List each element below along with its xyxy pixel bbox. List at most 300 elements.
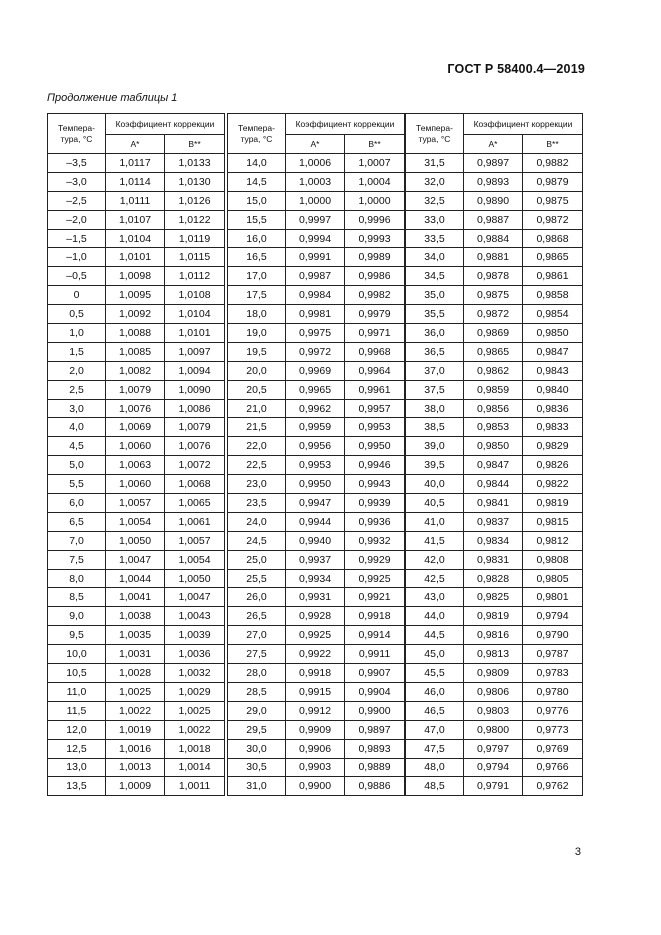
coef-a-cell: 0,9862 <box>464 361 523 380</box>
temperature-cell: 35,0 <box>406 286 464 305</box>
table-row <box>228 701 405 720</box>
temperature-cell: 48,0 <box>406 758 464 777</box>
temperature-cell: 42,0 <box>406 550 464 569</box>
coef-b-cell: 1,0108 <box>165 286 225 305</box>
coef-a-cell: 0,9922 <box>286 645 345 664</box>
coef-a-cell: 0,9975 <box>286 324 345 343</box>
coef-a-cell: 0,9984 <box>286 286 345 305</box>
coef-a-cell: 0,9847 <box>464 456 523 475</box>
temperature-cell: 25,0 <box>228 550 286 569</box>
coef-a-cell: 1,0098 <box>106 267 165 286</box>
coef-a-cell: 0,9875 <box>464 286 523 305</box>
coef-a-cell: 0,9956 <box>286 437 345 456</box>
coef-b-cell: 0,9773 <box>523 720 583 739</box>
coef-b-cell: 0,9766 <box>523 758 583 777</box>
temperature-cell: 26,5 <box>228 607 286 626</box>
coef-a-cell: 0,9915 <box>286 682 345 701</box>
coef-a-cell: 1,0047 <box>106 550 165 569</box>
coef-b-cell: 1,0097 <box>165 342 225 361</box>
temperature-cell: 45,5 <box>406 664 464 683</box>
coef-b-cell: 0,9993 <box>345 229 405 248</box>
coef-a-cell: 0,9994 <box>286 229 345 248</box>
coef-a-cell: 1,0092 <box>106 305 165 324</box>
coef-a-cell: 1,0104 <box>106 229 165 248</box>
table-row <box>228 758 405 777</box>
coef-a-cell: 1,0063 <box>106 456 165 475</box>
temperature-cell: 21,0 <box>228 399 286 418</box>
table-row <box>406 210 583 229</box>
correction-header: Коэффициент коррекции <box>464 114 583 135</box>
table-row <box>406 172 583 191</box>
coef-b-cell: 0,9989 <box>345 248 405 267</box>
temperature-cell: 17,5 <box>228 286 286 305</box>
coef-a-cell: 0,9940 <box>286 531 345 550</box>
table-row <box>406 305 583 324</box>
coef-b-cell: 1,0126 <box>165 191 225 210</box>
table-row <box>406 701 583 720</box>
table-row <box>228 475 405 494</box>
coef-a-cell: 1,0079 <box>106 380 165 399</box>
temperature-cell: 32,5 <box>406 191 464 210</box>
coef-b-cell: 0,9861 <box>523 267 583 286</box>
coef-b-cell: 0,9865 <box>523 248 583 267</box>
table-row <box>228 682 405 701</box>
coef-b-cell: 0,9819 <box>523 494 583 513</box>
coef-b-cell: 0,9826 <box>523 456 583 475</box>
coef-a-cell: 0,9937 <box>286 550 345 569</box>
coef-b-cell: 0,9946 <box>345 456 405 475</box>
coef-a-cell: 0,9803 <box>464 701 523 720</box>
coef-b-cell: 1,0104 <box>165 305 225 324</box>
coef-a-cell: 0,9825 <box>464 588 523 607</box>
coef-a-cell: 0,9850 <box>464 437 523 456</box>
coef-b-cell: 0,9822 <box>523 475 583 494</box>
table-row <box>48 172 225 191</box>
correction-header: Коэффициент коррекции <box>286 114 405 135</box>
temperature-cell: 27,0 <box>228 626 286 645</box>
table-row <box>406 324 583 343</box>
coef-b-cell: 0,9868 <box>523 229 583 248</box>
coef-b-cell: 0,9900 <box>345 701 405 720</box>
table-caption: Продолжение таблицы 1 <box>47 92 178 104</box>
coef-b-cell: 0,9872 <box>523 210 583 229</box>
temperature-cell: 45,0 <box>406 645 464 664</box>
table-row <box>228 531 405 550</box>
coef-a-cell: 1,0117 <box>106 154 165 173</box>
coef-a-cell: 0,9831 <box>464 550 523 569</box>
temperature-cell: 44,5 <box>406 626 464 645</box>
coef-b-cell: 0,9971 <box>345 324 405 343</box>
table-row <box>48 588 225 607</box>
coef-b-cell: 1,0086 <box>165 399 225 418</box>
col-a-header: A* <box>106 135 165 154</box>
coef-b-cell: 0,9982 <box>345 286 405 305</box>
coef-a-cell: 0,9819 <box>464 607 523 626</box>
table-row <box>228 494 405 513</box>
coef-a-cell: 0,9828 <box>464 569 523 588</box>
table-row <box>48 777 225 796</box>
temperature-cell: 2,5 <box>48 380 106 399</box>
temperature-header: Темпера- тура, °С <box>228 114 286 154</box>
table-row <box>228 399 405 418</box>
coef-b-cell: 1,0004 <box>345 172 405 191</box>
table-row <box>406 720 583 739</box>
table-row <box>228 229 405 248</box>
coef-a-cell: 1,0085 <box>106 342 165 361</box>
coef-b-cell: 1,0014 <box>165 758 225 777</box>
coef-a-cell: 0,9987 <box>286 267 345 286</box>
table-row <box>228 777 405 796</box>
temperature-cell: 7,0 <box>48 531 106 550</box>
coef-a-cell: 0,9934 <box>286 569 345 588</box>
coef-a-cell: 0,9841 <box>464 494 523 513</box>
coef-b-cell: 1,0000 <box>345 191 405 210</box>
temperature-cell: 6,0 <box>48 494 106 513</box>
table-row <box>48 154 225 173</box>
coef-a-cell: 0,9947 <box>286 494 345 513</box>
temperature-cell: 48,5 <box>406 777 464 796</box>
temperature-cell: 24,0 <box>228 512 286 531</box>
temperature-cell: 20,0 <box>228 361 286 380</box>
table-row <box>228 607 405 626</box>
coef-b-cell: 0,9968 <box>345 342 405 361</box>
col-b-header: B** <box>523 135 583 154</box>
coef-a-cell: 0,9962 <box>286 399 345 418</box>
coef-b-cell: 1,0018 <box>165 739 225 758</box>
temperature-cell: 27,5 <box>228 645 286 664</box>
coef-b-cell: 1,0065 <box>165 494 225 513</box>
table-row <box>406 531 583 550</box>
coef-a-cell: 1,0076 <box>106 399 165 418</box>
coef-b-cell: 1,0054 <box>165 550 225 569</box>
table-row <box>228 645 405 664</box>
table-row <box>228 569 405 588</box>
coef-b-cell: 0,9794 <box>523 607 583 626</box>
table-row <box>228 210 405 229</box>
temperature-cell: 22,0 <box>228 437 286 456</box>
coef-a-cell: 0,9794 <box>464 758 523 777</box>
coef-a-cell: 0,9903 <box>286 758 345 777</box>
table-row <box>406 154 583 173</box>
temperature-cell: 25,5 <box>228 569 286 588</box>
table-row <box>48 664 225 683</box>
coef-b-cell: 0,9812 <box>523 531 583 550</box>
coef-b-cell: 1,0036 <box>165 645 225 664</box>
table-row <box>228 324 405 343</box>
temperature-cell: 32,0 <box>406 172 464 191</box>
table-row <box>406 456 583 475</box>
coef-b-cell: 1,0047 <box>165 588 225 607</box>
coef-b-cell: 0,9904 <box>345 682 405 701</box>
col-a-header: A* <box>464 135 523 154</box>
table-row <box>48 248 225 267</box>
coef-a-cell: 0,9959 <box>286 418 345 437</box>
coef-b-cell: 0,9925 <box>345 569 405 588</box>
coef-a-cell: 0,9800 <box>464 720 523 739</box>
coef-b-cell: 1,0011 <box>165 777 225 796</box>
coef-a-cell: 1,0101 <box>106 248 165 267</box>
coef-b-cell: 0,9879 <box>523 172 583 191</box>
coef-a-cell: 0,9931 <box>286 588 345 607</box>
coef-b-cell: 0,9854 <box>523 305 583 324</box>
table-row <box>48 418 225 437</box>
table-row <box>406 475 583 494</box>
coef-a-cell: 0,9872 <box>464 305 523 324</box>
temperature-cell: 11,5 <box>48 701 106 720</box>
temperature-cell: 28,0 <box>228 664 286 683</box>
coef-b-cell: 0,9790 <box>523 626 583 645</box>
temperature-cell: 44,0 <box>406 607 464 626</box>
coef-b-cell: 0,9953 <box>345 418 405 437</box>
coef-b-cell: 1,0094 <box>165 361 225 380</box>
temperature-cell: 5,5 <box>48 475 106 494</box>
coef-b-cell: 1,0115 <box>165 248 225 267</box>
coef-b-cell: 0,9843 <box>523 361 583 380</box>
table-row <box>228 512 405 531</box>
coef-b-cell: 0,9911 <box>345 645 405 664</box>
coef-a-cell: 0,9912 <box>286 701 345 720</box>
coef-b-cell: 0,9762 <box>523 777 583 796</box>
temperature-cell: 33,5 <box>406 229 464 248</box>
table-row <box>48 682 225 701</box>
table-row <box>406 758 583 777</box>
coef-a-cell: 1,0060 <box>106 437 165 456</box>
temperature-cell: 37,0 <box>406 361 464 380</box>
coef-a-cell: 0,9865 <box>464 342 523 361</box>
coef-a-cell: 1,0107 <box>106 210 165 229</box>
coef-b-cell: 0,9787 <box>523 645 583 664</box>
temperature-cell: 35,5 <box>406 305 464 324</box>
temperature-cell: 31,5 <box>406 154 464 173</box>
temperature-cell: 13,5 <box>48 777 106 796</box>
temperature-cell: 21,5 <box>228 418 286 437</box>
coef-a-cell: 0,9953 <box>286 456 345 475</box>
table-row <box>406 569 583 588</box>
coef-b-cell: 0,9893 <box>345 739 405 758</box>
coef-b-cell: 0,9776 <box>523 701 583 720</box>
coef-a-cell: 0,9909 <box>286 720 345 739</box>
temperature-cell: 20,5 <box>228 380 286 399</box>
coef-a-cell: 1,0044 <box>106 569 165 588</box>
coef-b-cell: 0,9979 <box>345 305 405 324</box>
temperature-cell: 18,0 <box>228 305 286 324</box>
coef-b-cell: 0,9897 <box>345 720 405 739</box>
temperature-cell: 8,0 <box>48 569 106 588</box>
table-row <box>48 437 225 456</box>
coef-a-cell: 0,9844 <box>464 475 523 494</box>
table-row <box>406 626 583 645</box>
temperature-cell: 37,5 <box>406 380 464 399</box>
table-row <box>406 399 583 418</box>
correction-table-block-2 <box>227 113 405 796</box>
temperature-cell: 10,5 <box>48 664 106 683</box>
table-row <box>228 172 405 191</box>
coef-a-cell: 0,9834 <box>464 531 523 550</box>
temperature-cell: 31,0 <box>228 777 286 796</box>
temperature-cell: –1,5 <box>48 229 106 248</box>
table-row <box>48 758 225 777</box>
table-row <box>406 607 583 626</box>
coef-b-cell: 0,9815 <box>523 512 583 531</box>
coef-a-cell: 0,9925 <box>286 626 345 645</box>
coef-a-cell: 1,0016 <box>106 739 165 758</box>
correction-header: Коэффициент коррекции <box>106 114 225 135</box>
coef-b-cell: 1,0072 <box>165 456 225 475</box>
coef-b-cell: 0,9840 <box>523 380 583 399</box>
coef-a-cell: 0,9791 <box>464 777 523 796</box>
temperature-cell: 24,5 <box>228 531 286 550</box>
table-row <box>48 701 225 720</box>
coef-b-cell: 0,9886 <box>345 777 405 796</box>
coef-b-cell: 0,9783 <box>523 664 583 683</box>
table-row <box>406 512 583 531</box>
table-row <box>406 588 583 607</box>
coef-a-cell: 1,0006 <box>286 154 345 173</box>
table-row <box>406 739 583 758</box>
temperature-cell: 39,5 <box>406 456 464 475</box>
coef-b-cell: 0,9847 <box>523 342 583 361</box>
table-row <box>228 154 405 173</box>
coef-a-cell: 0,9878 <box>464 267 523 286</box>
temperature-cell: 14,5 <box>228 172 286 191</box>
temperature-cell: 13,0 <box>48 758 106 777</box>
table-row <box>48 512 225 531</box>
table-row <box>406 645 583 664</box>
temperature-cell: 41,5 <box>406 531 464 550</box>
temperature-cell: 1,0 <box>48 324 106 343</box>
coef-a-cell: 1,0022 <box>106 701 165 720</box>
coef-a-cell: 1,0025 <box>106 682 165 701</box>
coef-a-cell: 1,0035 <box>106 626 165 645</box>
temperature-cell: 8,5 <box>48 588 106 607</box>
table-row <box>406 437 583 456</box>
coef-a-cell: 0,9816 <box>464 626 523 645</box>
temperature-cell: 41,0 <box>406 512 464 531</box>
temperature-cell: 38,0 <box>406 399 464 418</box>
table-row <box>228 739 405 758</box>
temperature-cell: 29,0 <box>228 701 286 720</box>
table-row <box>228 550 405 569</box>
table-row <box>48 229 225 248</box>
table-row <box>228 380 405 399</box>
coef-b-cell: 0,9769 <box>523 739 583 758</box>
coef-b-cell: 1,0043 <box>165 607 225 626</box>
temperature-cell: –1,0 <box>48 248 106 267</box>
coef-a-cell: 1,0082 <box>106 361 165 380</box>
coef-a-cell: 0,9887 <box>464 210 523 229</box>
coef-b-cell: 0,9801 <box>523 588 583 607</box>
table-row <box>406 682 583 701</box>
coef-a-cell: 1,0095 <box>106 286 165 305</box>
table-row <box>228 456 405 475</box>
coef-b-cell: 0,9889 <box>345 758 405 777</box>
table-row <box>48 361 225 380</box>
coef-a-cell: 0,9881 <box>464 248 523 267</box>
table-row <box>406 380 583 399</box>
coef-a-cell: 1,0114 <box>106 172 165 191</box>
temperature-cell: 26,0 <box>228 588 286 607</box>
coef-a-cell: 0,9837 <box>464 512 523 531</box>
temperature-cell: 16,0 <box>228 229 286 248</box>
coef-b-cell: 0,9939 <box>345 494 405 513</box>
temperature-cell: –3,0 <box>48 172 106 191</box>
coef-b-cell: 0,9850 <box>523 324 583 343</box>
coef-b-cell: 0,9950 <box>345 437 405 456</box>
coef-b-cell: 0,9964 <box>345 361 405 380</box>
table-row <box>228 418 405 437</box>
coef-a-cell: 1,0041 <box>106 588 165 607</box>
coef-a-cell: 0,9972 <box>286 342 345 361</box>
temperature-cell: 0,5 <box>48 305 106 324</box>
temperature-cell: 9,0 <box>48 607 106 626</box>
coef-a-cell: 0,9944 <box>286 512 345 531</box>
temperature-cell: 22,5 <box>228 456 286 475</box>
temperature-cell: –2,0 <box>48 210 106 229</box>
temperature-cell: 15,5 <box>228 210 286 229</box>
col-b-header: B** <box>345 135 405 154</box>
coef-a-cell: 0,9991 <box>286 248 345 267</box>
coef-a-cell: 0,9869 <box>464 324 523 343</box>
coef-a-cell: 0,9900 <box>286 777 345 796</box>
temperature-cell: 23,5 <box>228 494 286 513</box>
temperature-cell: 12,0 <box>48 720 106 739</box>
coef-a-cell: 0,9928 <box>286 607 345 626</box>
table-row <box>48 626 225 645</box>
coef-a-cell: 0,9981 <box>286 305 345 324</box>
coef-a-cell: 0,9806 <box>464 682 523 701</box>
table-row <box>48 210 225 229</box>
coef-a-cell: 1,0028 <box>106 664 165 683</box>
coef-a-cell: 0,9950 <box>286 475 345 494</box>
temperature-cell: 7,5 <box>48 550 106 569</box>
coef-a-cell: 1,0060 <box>106 475 165 494</box>
table-row <box>48 569 225 588</box>
coef-a-cell: 1,0069 <box>106 418 165 437</box>
col-a-header: A* <box>286 135 345 154</box>
coef-a-cell: 1,0031 <box>106 645 165 664</box>
coef-b-cell: 1,0061 <box>165 512 225 531</box>
temperature-cell: 0 <box>48 286 106 305</box>
coef-b-cell: 1,0022 <box>165 720 225 739</box>
coef-b-cell: 0,9961 <box>345 380 405 399</box>
temperature-header: Темпера- тура, °С <box>48 114 106 154</box>
table-row <box>48 531 225 550</box>
coef-a-cell: 1,0013 <box>106 758 165 777</box>
temperature-cell: 34,5 <box>406 267 464 286</box>
coef-a-cell: 0,9997 <box>286 210 345 229</box>
table-row <box>48 267 225 286</box>
temperature-cell: 10,0 <box>48 645 106 664</box>
coef-b-cell: 0,9833 <box>523 418 583 437</box>
temperature-cell: 38,5 <box>406 418 464 437</box>
coef-b-cell: 0,9918 <box>345 607 405 626</box>
coef-a-cell: 1,0000 <box>286 191 345 210</box>
coef-b-cell: 1,0130 <box>165 172 225 191</box>
temperature-cell: 40,5 <box>406 494 464 513</box>
table-row <box>48 720 225 739</box>
temperature-cell: 39,0 <box>406 437 464 456</box>
temperature-cell: 2,0 <box>48 361 106 380</box>
coef-b-cell: 0,9882 <box>523 154 583 173</box>
coef-a-cell: 1,0088 <box>106 324 165 343</box>
table-row <box>228 588 405 607</box>
coef-b-cell: 1,0090 <box>165 380 225 399</box>
table-row <box>228 191 405 210</box>
coef-a-cell: 1,0111 <box>106 191 165 210</box>
table-row <box>228 437 405 456</box>
table-row <box>406 248 583 267</box>
coef-b-cell: 1,0112 <box>165 267 225 286</box>
